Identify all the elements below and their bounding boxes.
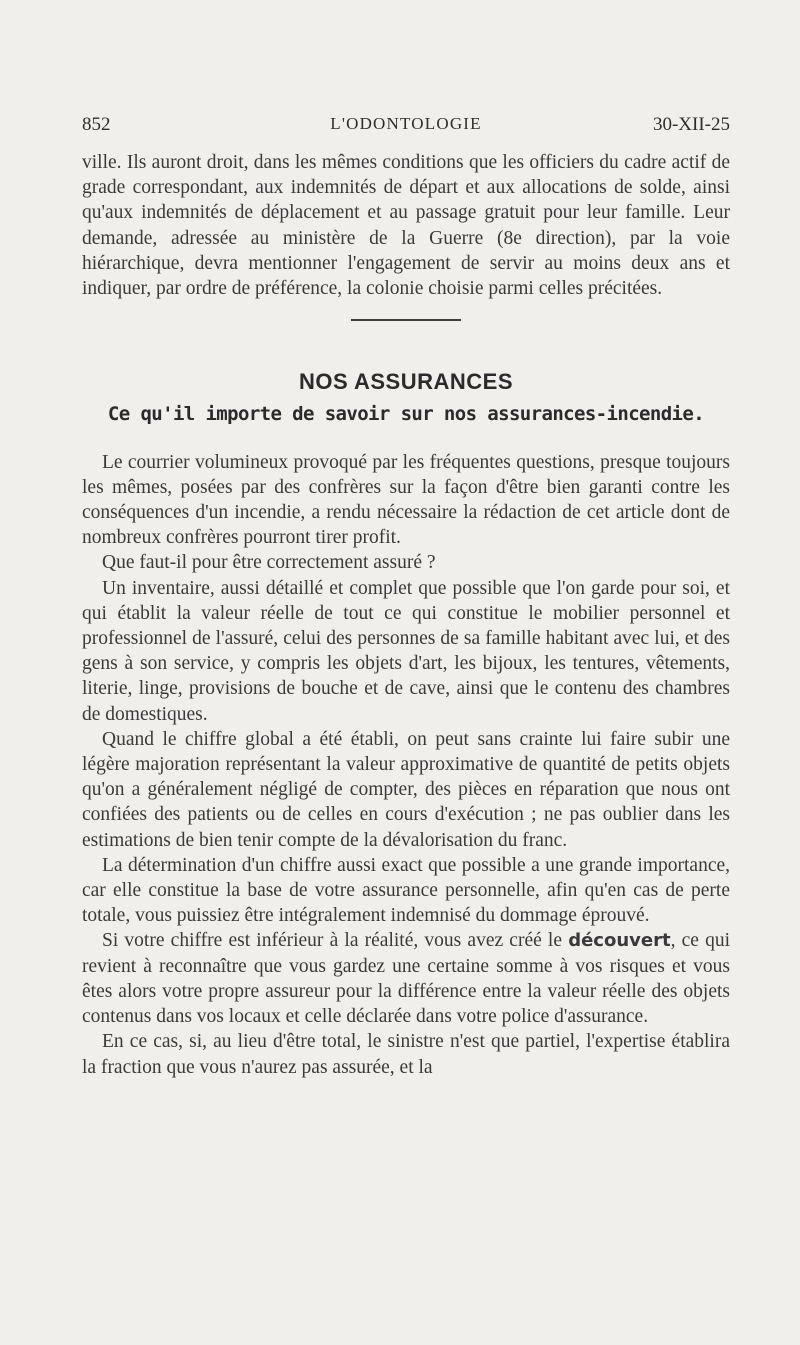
paragraph-text: , ce qui revient à reconnaître que vous gardez une certaine somme à vos risques et vous êtes alors votre propre assureur pour la différence entre la valeur réelle des objets contenus dans vos locaux et celle déclarée dans votre police d'assurance. xyxy=(82,930,731,1028)
article-question: Que faut-il pour être correctement assuré ? xyxy=(102,552,436,574)
article-title: NOS ASSURANCES xyxy=(299,369,513,395)
bold-term: découvert xyxy=(568,930,671,952)
article-paragraph xyxy=(82,928,730,1029)
issue-date: 30-XII-25 xyxy=(652,114,730,135)
article-paragraph: Le courrier volumineux provoqué par les fréquentes questions, presque toujours les mêmes, posées par des confrères sur la façon d'être bien garanti contre les conséquences d'un incendie, a rendu nécessaire la rédaction de cet article dont de nombreux confrères pourront tirer profit. xyxy=(82,451,730,549)
article-paragraph: Quand le chiffre global a été établi, on peut sans crainte lui faire subir une légère majoration représentant la valeur approximative de quantité de petits objets qu'on a généralement négligé de compter, des pièces en réparation que nous ont confiées des patients ou de celles en cours d'exécution ; ne pas oublier dans les estimations de bien tenir compte de la dévalorisation du franc. xyxy=(82,728,730,851)
page-body xyxy=(82,150,730,1080)
article-subtitle: Ce qu'il importe de savoir sur nos assurances-incendie. xyxy=(107,403,705,426)
paragraph-text: Si votre chiffre est inférieur à la réalité, vous avez créé le xyxy=(102,930,569,952)
article-paragraph: En ce cas, si, au lieu d'être total, le sinistre n'est que partiel, l'expertise établira la fraction que vous n'aurez pas assurée, et la xyxy=(82,1031,730,1078)
intro-paragraph: ville. Ils auront droit, dans les mêmes conditions que les officiers du cadre actif de grade correspondant, aux indemnités de départ et aux allocations de solde, ainsi qu'aux indemnités de déplacement et au passage gratuit pour leur famille. Leur demande, adressée au ministère de la Guerre (8e direction), par la voie hiérarchique, devra mentionner l'engagement de servir au moins deux ans et indiquer, par ordre de préférence, la colonie choisie parmi celles précitées. xyxy=(82,152,730,300)
article-body xyxy=(82,450,730,1080)
article-paragraph: La détermination d'un chiffre aussi exact que possible a une grande importance, car elle constitue la base de votre assurance personnelle, afin qu'en cas de perte totale, vous puissiez être intégralement indemnisé du dommage éprouvé. xyxy=(82,854,730,927)
page-number: 852 xyxy=(82,114,111,135)
section-divider xyxy=(351,319,461,321)
journal-title: L'ODONTOLOGIE xyxy=(330,114,482,133)
running-header xyxy=(82,114,730,142)
article-paragraph: Un inventaire, aussi détaillé et complet que possible que l'on garde pour soi, et qui établit la valeur réelle de tout ce qui constitue le mobilier personnel et professionnel de l'assuré, celui des personnes de sa famille habitant avec lui, et des gens à son service, y compris les objets d'art, les bijoux, les tentures, vêtements, literie, linge, provisions de bouche et de cave, ainsi que le contenu des chambres de domestiques. xyxy=(82,577,730,725)
